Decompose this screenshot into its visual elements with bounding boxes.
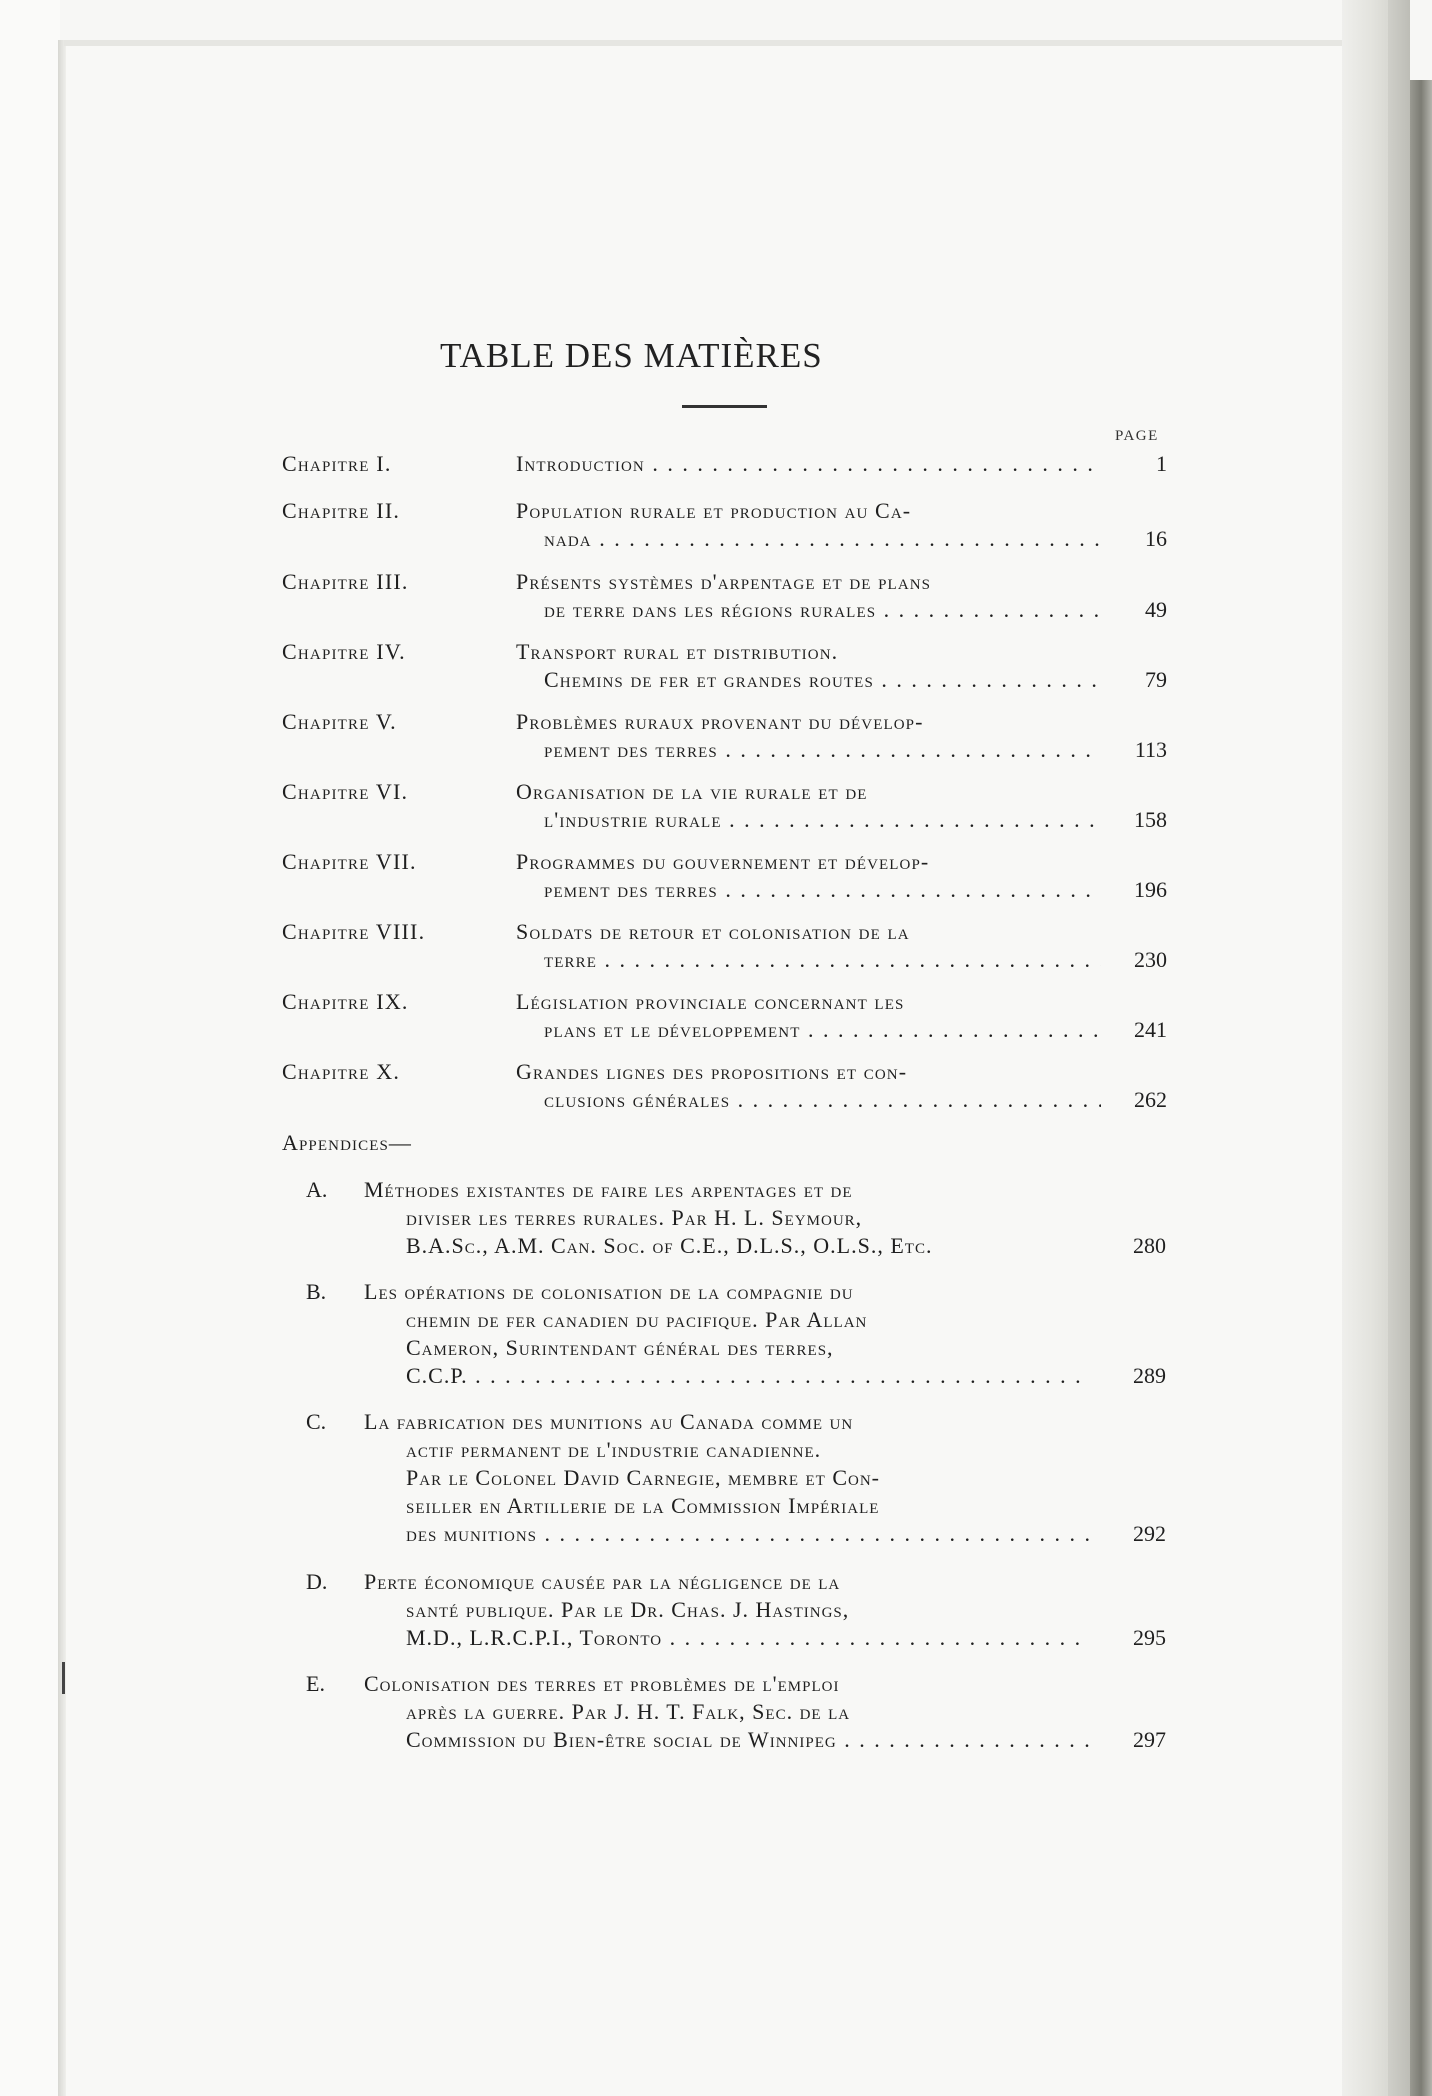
chapter-label: Chapitre VI.: [282, 779, 409, 804]
page-number: 295: [1133, 1625, 1166, 1650]
page-number: 262: [1134, 1087, 1167, 1112]
chapter-label: Chapitre VIII.: [282, 919, 426, 944]
page-number: 16: [1145, 526, 1167, 551]
appendix-title-line: chemin de fer canadien du pacifique. Par Allan: [406, 1307, 868, 1332]
page-top-edge: [64, 40, 1400, 46]
chapter-label: Chapitre I.: [282, 451, 392, 476]
appendix-title-line: après la guerre. Par J. H. T. Falk, Sec. de la: [406, 1699, 851, 1724]
appendix-title-line: Par le Colonel David Carnegie, membre et Con-: [406, 1465, 881, 1490]
chapter-title-line: Introduction . . .: [516, 450, 1101, 478]
appendix-letter: C.: [306, 1409, 327, 1434]
appendix-title-line: La fabrication des munitions au Canada comme un: [364, 1409, 854, 1434]
page-number: 79: [1145, 667, 1167, 692]
page-gutter: [58, 40, 66, 2096]
appendices-heading: Appendices—: [282, 1130, 413, 1155]
page-number: 241: [1134, 1017, 1167, 1042]
chapter-title-line: l'industrie rurale . . .: [516, 806, 1101, 834]
appendix-title-line: Perte économique causée par la négligence de la: [364, 1569, 841, 1594]
chapter-label: Chapitre III.: [282, 569, 409, 594]
title-rule: [682, 405, 767, 408]
chapter-title-line: Problèmes ruraux provenant du dévelop-: [516, 709, 924, 734]
appendix-title-line: Commission du Bien-être social de Winnipeg . . .: [348, 1726, 1089, 1754]
page-number: 1: [1156, 451, 1167, 476]
appendix-title-line: Colonisation des terres et problèmes de l'emploi: [364, 1671, 840, 1696]
chapter-label: Chapitre IX.: [282, 989, 409, 1014]
chapter-title-line: Chemins de fer et grandes routes . . .: [516, 666, 1101, 694]
chapter-title-line: Présents systèmes d'arpentage et de plans: [516, 569, 932, 594]
book-cover-edge: [1410, 80, 1432, 2096]
chapter-title-line: Soldats de retour et colonisation de la: [516, 919, 910, 944]
page-number: 196: [1134, 877, 1167, 902]
chapter-title-line: pement des terres . . .: [516, 876, 1101, 904]
appendix-title-line: M.D., L.R.C.P.I., Toronto . . .: [348, 1624, 1089, 1652]
appendix-letter: B.: [306, 1279, 327, 1304]
appendix-title-line: Les opérations de colonisation de la compagnie du: [364, 1279, 854, 1304]
appendix-title-line: actif permanent de l'industrie canadienne.: [406, 1437, 822, 1462]
chapter-title-line: Population rurale et production au Ca-: [516, 498, 912, 523]
page-number: 292: [1133, 1521, 1166, 1546]
chapter-label: Chapitre IV.: [282, 639, 406, 664]
appendix-title-line: santé publique. Par le Dr. Chas. J. Hastings,: [406, 1597, 850, 1622]
page-edges-shadow: [1388, 0, 1410, 2096]
appendix-title-line: diviser les terres rurales. Par H. L. Seymour,: [406, 1205, 863, 1230]
page-title: TABLE DES MATIÈRES: [440, 336, 823, 375]
page-edges: [1342, 0, 1388, 2096]
chapter-title-line: plans et le développement . . .: [516, 1016, 1101, 1044]
left-margin: [0, 0, 60, 2096]
chapter-title-line: de terre dans les régions rurales . . .: [516, 596, 1101, 624]
appendix-title-line: des munitions . . .: [348, 1520, 1089, 1548]
chapter-title-line: terre . . .: [516, 946, 1101, 974]
chapter-label: Chapitre X.: [282, 1059, 401, 1084]
appendix-title-line: C.C.P. . . .: [348, 1362, 1089, 1390]
appendix-title-line: B.A.Sc., A.M. Can. Soc. of C.E., D.L.S., O.L.S., Etc.: [406, 1233, 933, 1258]
chapter-title-line: clusions générales . . .: [516, 1086, 1101, 1114]
page-number: 289: [1133, 1363, 1166, 1388]
spine-mark: [62, 1662, 65, 1694]
page-number: 230: [1134, 947, 1167, 972]
page-number: 297: [1133, 1727, 1166, 1752]
chapter-title-line: pement des terres . . .: [516, 736, 1101, 764]
page-column-heading: PAGE: [1115, 428, 1159, 444]
appendix-title-line: seiller en Artillerie de la Commission Impériale: [406, 1493, 880, 1518]
chapter-label: Chapitre II.: [282, 498, 401, 523]
appendix-letter: A.: [306, 1177, 328, 1202]
page-number: 49: [1145, 597, 1167, 622]
page-number: 280: [1133, 1233, 1166, 1258]
chapter-title-line: nada . . .: [516, 525, 1101, 553]
chapter-title-line: Organisation de la vie rurale et de: [516, 779, 868, 804]
chapter-title-line: Transport rural et distribution.: [516, 639, 839, 664]
appendix-letter: D.: [306, 1569, 328, 1594]
chapter-label: Chapitre V.: [282, 709, 397, 734]
appendix-letter: E.: [306, 1671, 325, 1696]
chapter-title-line: Grandes lignes des propositions et con-: [516, 1059, 908, 1084]
appendix-title-line: Cameron, Surintendant général des terres,: [406, 1335, 834, 1360]
appendix-title-line: Méthodes existantes de faire les arpentages et de: [364, 1177, 853, 1202]
page-number: 113: [1134, 737, 1167, 762]
chapter-title-line: Législation provinciale concernant les: [516, 989, 905, 1014]
page-number: 158: [1134, 807, 1167, 832]
chapter-label: Chapitre VII.: [282, 849, 417, 874]
chapter-title-line: Programmes du gouvernement et dévelop-: [516, 849, 930, 874]
